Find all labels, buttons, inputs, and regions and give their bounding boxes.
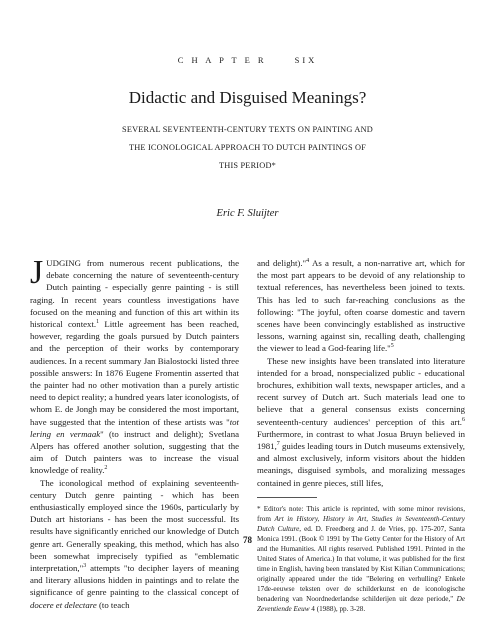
footnote-ref: 7 bbox=[276, 441, 280, 448]
text-run: (to teach bbox=[96, 599, 130, 610]
text-run: These new insights have been translated into literature intended for a broad, nonspecialized public - educational brochures, exhibition wall texts, newspaper articles, and a recent survey of Dutch art. Such materials lead one to believe that a general consensus exists concerning seventeenth-century audiences' perception of this art. bbox=[257, 355, 465, 427]
text-run: guides leading tours in Dutch museums extensively, and almost exclusively, inform visitors about the hidden meanings, disguised symbols, and moralizing messages contained in genre pieces, still lifes, bbox=[257, 441, 465, 488]
text-run: Furthermore, in contrast to what Josua Bruyn believed in 1981, bbox=[257, 428, 465, 452]
article-subtitle bbox=[90, 121, 405, 175]
page-number: 78 bbox=[243, 535, 252, 545]
footnote-ref: 5 bbox=[390, 343, 394, 350]
text-run: and delight)." bbox=[257, 258, 307, 268]
drop-cap: J bbox=[30, 254, 44, 291]
text-run: Little agreement has been reached, however, regarding the goals pursued by Dutch painters and the perception of their works by contemporary audiences. In a recent summary Jan Bialostocki listed three possible answers: In 1876 Eugene Fromentin asserted that the painter had no other motivation than a purely artistic need to depict reality; a hundred years later iconologists, of whom E. de Jongh may be considered the most important, have suggested that the intention of these artists was " bbox=[30, 319, 239, 427]
footnote-ref: 6 bbox=[462, 416, 465, 423]
text-run: * Editor's note: This article is reprinted, with some minor revisions, from bbox=[257, 504, 465, 523]
chapter-number: SIX bbox=[294, 55, 318, 65]
footnote-ref: 1 bbox=[96, 319, 100, 326]
text-run: , ed. D. Freedberg and J. de Vries, pp. 175-207, Santa Monica 1991. (Book © 1991 by The Getty Center for the History of Art and the Humanities. All rights reserved. Published 1991. Printed in the United States of America.) In that volume, it was published for the first time in English, having been translated by Kist Kilian Communications; originally appeared under the tide "Belering en verhulling? Enkele 17de-eeuwse teksten over de schilderkunst en de iconologische benadering van Noordnederlandse schilderijen uit deze periode," bbox=[257, 524, 466, 603]
footnote-ref: 4 bbox=[306, 258, 310, 265]
text-run: The iconological method of explaining seventeenth-century Dutch genre painting - which has been enthusiastically employed since the 1960s, particularly by Dutch art historians - has been the most successful. Its results have significantly enriched our knowledge of Dutch genre art. Generally speaking, this method, which has also been somewhat imprecisely typified as "emblematic interpretation," bbox=[30, 477, 239, 574]
italic-run: docere et delectare bbox=[30, 599, 97, 610]
subtitle-line: SEVERAL SEVENTEENTH-CENTURY TEXTS ON PAINTING AND bbox=[122, 125, 373, 134]
editor-footnote bbox=[257, 504, 465, 614]
text-run: 4 (1988), pp. 3-28. bbox=[309, 604, 366, 613]
right-column bbox=[257, 257, 465, 614]
italic-run: tot lering en vermaak bbox=[30, 416, 239, 439]
paragraph bbox=[30, 254, 239, 477]
small-caps-lead: UDGING bbox=[46, 258, 81, 268]
paragraph bbox=[257, 355, 465, 489]
left-column bbox=[30, 254, 239, 611]
author-name: Eric F. Sluijter bbox=[216, 208, 279, 219]
subtitle-line: THIS PERIOD* bbox=[218, 161, 277, 170]
chapter-label: C H A P T E R bbox=[177, 55, 267, 65]
footnote-ref: 2 bbox=[104, 465, 108, 472]
article-title: Didactic and Disguised Meanings? bbox=[128, 88, 367, 107]
italic-run: De Zeventiende Eeuw bbox=[257, 594, 465, 613]
subtitle-line: THE ICONOLOGICAL APPROACH TO DUTCH PAINTINGS OF bbox=[128, 143, 367, 152]
paragraph bbox=[257, 257, 465, 355]
text-run: attempts "to decipher layers of meaning and literary allusions hidden in paintings and to relate the significance of genre painting to the classical concept of bbox=[30, 563, 239, 598]
text-run: from numerous recent publications, the debate concerning the nature of seventeenth-century Dutch painting - especially genre painting - is still raging. In recent years countless investigations have focused on the meaning and function of this art within its historical context. bbox=[30, 258, 239, 330]
chapter-heading bbox=[0, 55, 495, 65]
footnote-divider bbox=[257, 497, 317, 498]
text-run: As a result, a non-narrative art, which for the most part appears to be devoid of any relationship to textual references, has nevertheless been joined to texts. This has led to such far-reaching conclusions as the following: "The joyful, often coarse domestic and tavern scenes have been convincingly established as instructive lessons, warning against sin, recalling death, challenging the viewer to lead a God-fearing life." bbox=[257, 258, 465, 354]
text-run: " (to instruct and delight); Svetlana Alpers has offered another solution, suggesting that the aim of Dutch painters was to increase the visual knowledge of reality. bbox=[30, 428, 239, 476]
italic-run: Art in History, History in Art, Studies in Seventeenth-Century Dutch Culture bbox=[257, 514, 465, 533]
footnote-ref: 3 bbox=[83, 563, 87, 570]
